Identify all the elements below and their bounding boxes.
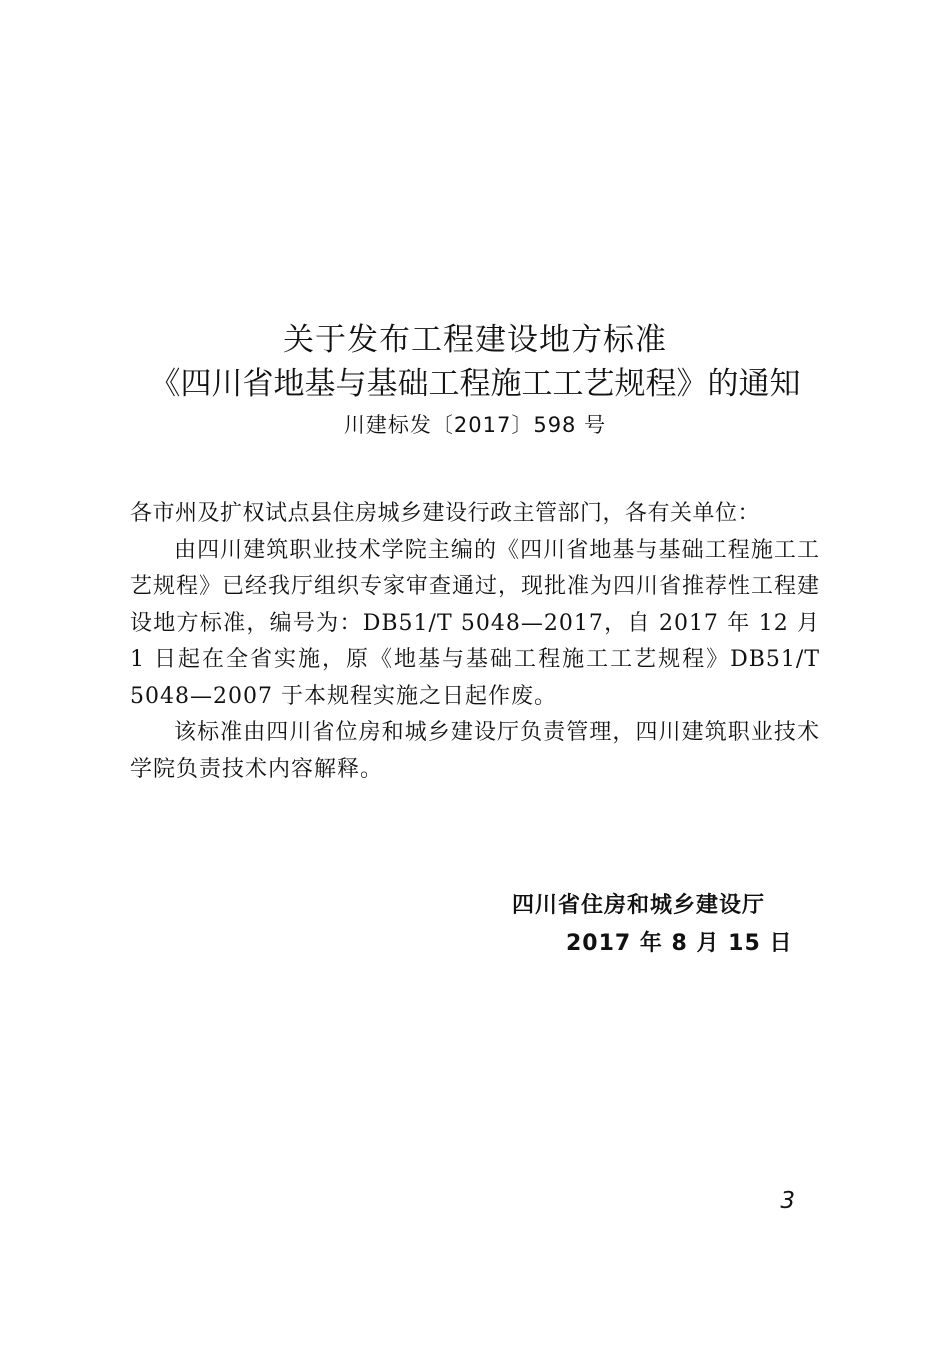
addressee: 各市州及扩权试点县住房城乡建设行政主管部门，各有关单位：: [130, 501, 761, 526]
notice-title-line-2: 《四川省地基与基础工程施工工艺规程》的通知: [149, 366, 801, 402]
issuing-organization: 四川省住房和城乡建设厅: [512, 893, 766, 918]
notice-title-line-1: 关于发布工程建设地方标准: [283, 322, 667, 358]
issue-date: 2017 年 8 月 15 日: [566, 931, 793, 956]
signature-block: [470, 888, 830, 962]
notice-body: [130, 496, 820, 788]
body-paragraph-1: 由四川建筑职业技术学院主编的《四川省地基与基础工程施工工艺规程》已经我厅组织专家审查通过，现批准为四川省推荐性工程建设地方标准，编号为：DB51/T 5048—2017，自 2017 年 12 月 1 日起在全省实施，原《地基与基础工程施工工艺规程》DB51/T 5048—2007 于本规程实施之日起作废。: [130, 537, 821, 709]
document-number: 川建标发〔2017〕598 号: [343, 413, 607, 437]
notice-header: [0, 318, 950, 440]
body-paragraph-2: 该标准由四川省位房和城乡建设厅负责管理，四川建筑职业技术学院负责技术内容解释。: [130, 720, 820, 782]
page-number: 3: [780, 1188, 795, 1214]
